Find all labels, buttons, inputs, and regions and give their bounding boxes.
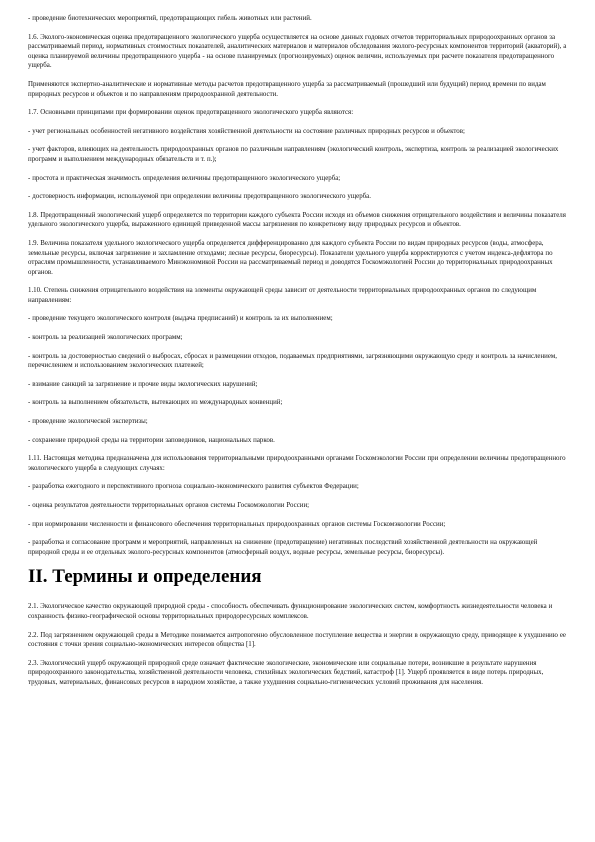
list-item: - сохранение природной среды на территории заповедников, национальных парков. [28,436,275,444]
list-item: - разработка ежегодного и перспективного прогноза социально-экономического развития субъектов Федерации; [28,483,359,491]
terms-section [28,602,568,687]
list-item: - учет факторов, влияющих на деятельность природоохранных органов по различным направлениям (экологический контроль, экспертиза, контроль за реализацией экологических программ и выполнением международных обязательств и т. п.); [28,146,559,163]
list-item: - достоверность информации, используемой при определении величины предотвращенного экологического ущерба. [28,193,371,201]
list-item: - при нормировании численности и финансового обеспечения территориальных природоохранных органов системы Госкомэкологии России; [28,520,446,528]
list-item: - разработка и согласование программ и мероприятий, направленных на снижение (предотвращение) негативных последствий хозяйственной деятельности на окружающей природной среды и ее отдельных эколого-ресурсных компонентов (атмосферный воздух, водные ресурсы, земельные ресурсы, биоресурсы). [28,539,538,556]
paragraph: 1.9. Величина показателя удельного экологического ущерба определяется дифференцированно для каждого субъекта России по видам природных ресурсов (воды, атмосфера, земельные ресурсы, включая загрязнение и захламление отходами; лесные ресурсы, биоресурсы). Показатели удельного ущерба корректируются с учетом индекса-дефлятора по отраслям промышленности, устанавливаемого Минэкономикой России на рассматриваемый период и доводятся Госкомэкологией России до территориальных природоохранных органов. [28,239,553,276]
document-page [28,14,568,697]
paragraph: Применяются экспертно-аналитические и нормативные методы расчетов предотвращенного ущерба за рассматриваемый (прошедший или будущий) период времени по видам природных ресурсов и объектов и по направлениям природоохранной деятельности. [28,80,546,98]
paragraph: - проведение биотехнических мероприятий, предотвращающих гибель животных или растений. [28,15,312,22]
paragraph: 2.2. Под загрязнением окружающей среды в Методике понимается антропогенно обусловленное поступление вещества и энергии в окружающую среду, приводящее к ухудшению ее состояния с точки зрения социально-экономических интересов общества [1]. [28,631,566,649]
list-item: - оценка результатов деятельности территориальных органов системы Госкомэкологии России; [28,502,310,509]
paragraph: 2.3. Экологический ущерб окружающей природной среде означает фактические экологические, экономические или социальные потери, возникшие в результате нарушения природоохранного законодательства, хозяйственной деятельности человека, стихийных экологических бедствий, катастроф [1]. Ущерб проявляется в виде потерь природных, трудовых, материальных, финансовых ресурсов в народном хозяйстве, а также ухудшения социально-гигиенических условий проживания для населения. [28,659,544,686]
paragraph: 1.8. Предотвращенный экологический ущерб определяется по территории каждого субъекта России исходя из объемов снижения отрицательного воздействия и величины показателя удельного экологического ущерба, выраженного единицей приведенной массы загрязнения по конкретному виду природных ресурсов и объектов. [28,211,566,229]
list-item: - простота и практическая значимость определения величины предотвращенного экологического ущерба; [28,174,341,182]
list-item: - проведение текущего экологического контроля (выдача предписаний) и контроль за их выполнением; [28,315,333,323]
paragraph: 1.7. Основными принципами при формировании оценок предотвращенного экологического ущерба являются: [28,109,354,117]
section-heading: II. Термины и определения [28,566,262,588]
list-item: - контроль за реализацией экологических программ; [28,334,183,342]
list-item: - проведение экологической экспертизы; [28,418,148,426]
paragraph: 1.10. Степень снижения отрицательного воздействия на элементы окружающей среды зависит от деятельности территориальных природоохранных органов по следующим направлениям: [28,287,537,304]
list-item: - учет региональных особенностей негативного воздействия хозяйственной деятельности на состояние различных природных ресурсов и объектов; [28,127,465,135]
list-item: - взимание санкций за загрязнение и прочие виды экологических нарушений; [28,380,258,388]
list-item: - контроль за выполнением обязательств, вытекающих из международных конвенций; [28,399,283,407]
paragraph: 2.1. Экологическое качество окружающей природной среды - способность обеспечивать функционирование экологических систем, комфортность жизнедеятельности человека и сохранность физико-географической основы территориальных природоресурсных комплексов. [28,603,553,620]
paragraph: 1.6. Эколого-экономическая оценка предотвращенного экологического ущерба осуществляется на основе данных годовых отчетов территориальных природоохранных органов за рассматриваемый период, нормативных стоимостных показателей, аналитических материалов и материалов обследования эколого-ресурсных компонентов территорий (акваторий), а оценка планируемой величины предотвращенного ущерба - на основе планируемых (прогнозируемых) оценок величин, используемых при расчете показателя предотвращенного ущерба. [28,33,567,70]
list-item: - контроль за достоверностью сведений о выбросах, сбросах и размещении отходов, подаваемых предприятиями, загрязняющими окружающую среду и контроль за начислением, перечислением и использованием экологических платежей; [28,352,558,370]
methodology-section-1 [28,14,568,557]
paragraph: 1.11. Настоящая методика предназначена для использования территориальными природоохранными органами Госкомэкологии России при определении величины предотвращенного экологического ущерба в следующих случаях: [28,455,566,472]
